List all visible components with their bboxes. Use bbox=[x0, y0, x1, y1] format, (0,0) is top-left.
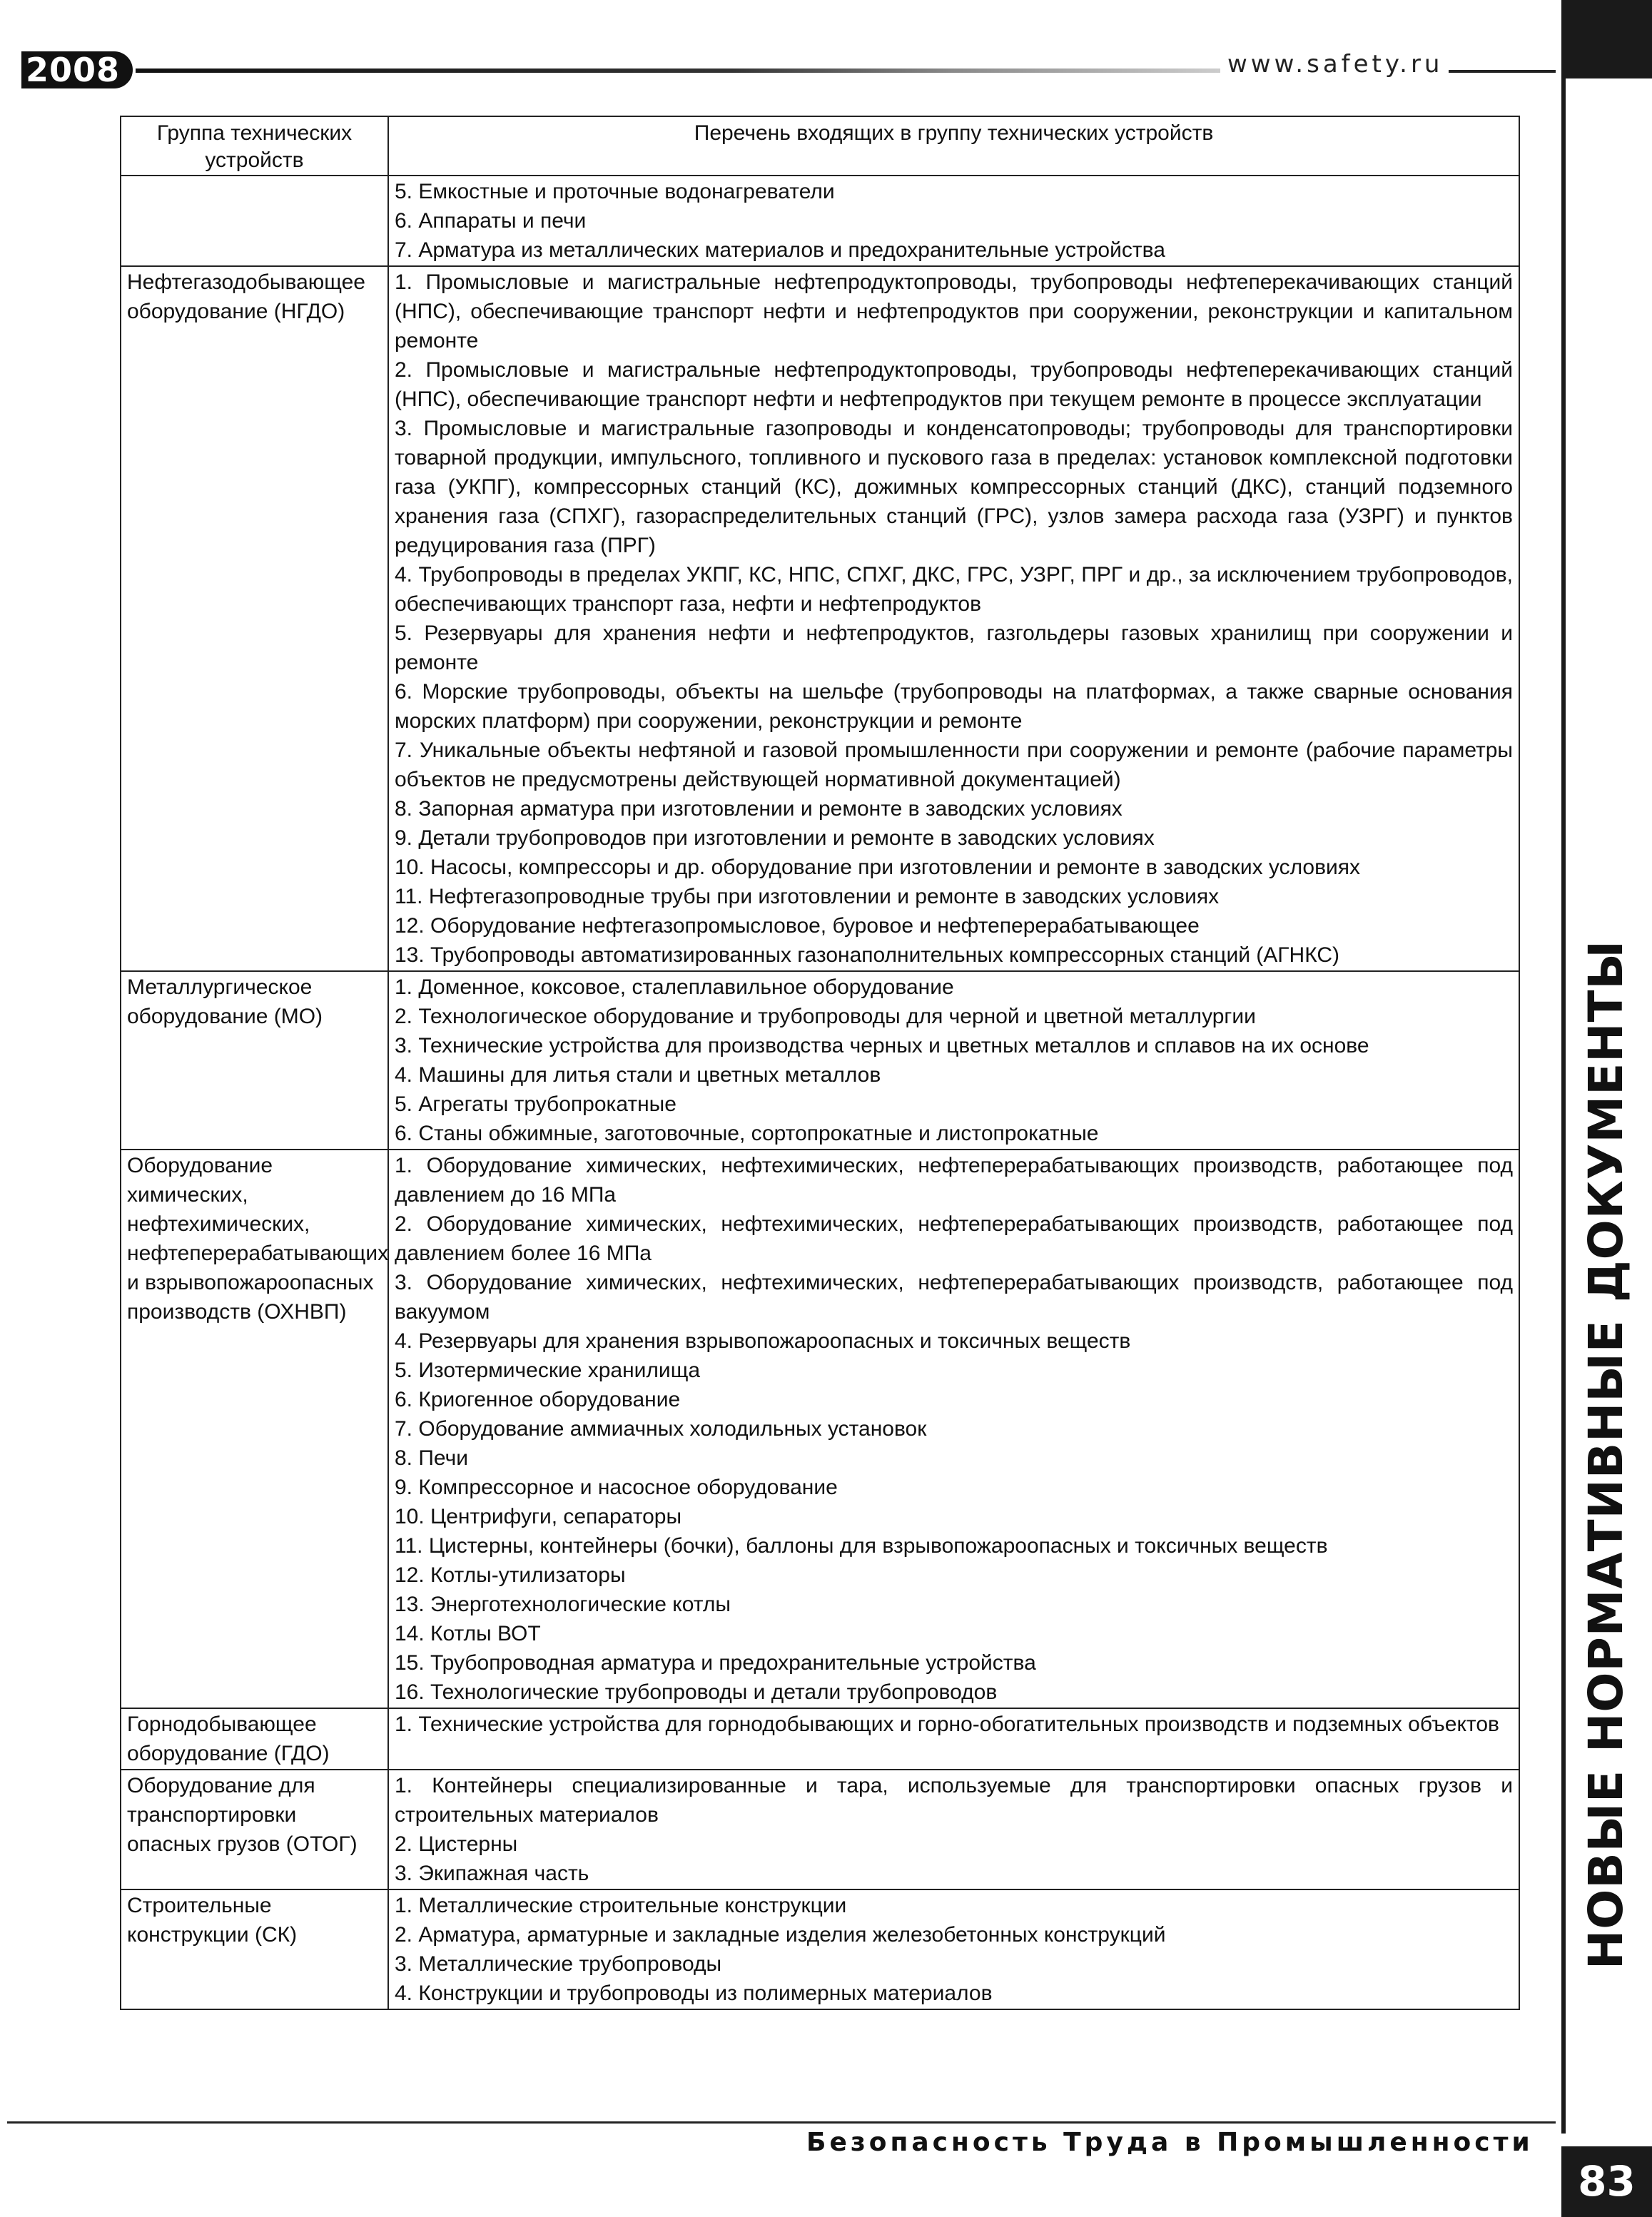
site-url: www.safety.ru bbox=[1227, 50, 1444, 78]
list-item: 7. Уникальные объекты нефтяной и газовой промышленности при сооружении и ремонте (рабочие параметры объектов не предусмотрены действующей нормативной документацией) bbox=[395, 739, 1513, 791]
group-name-cell: Строительные конструкции (СК) bbox=[121, 1889, 388, 2009]
list-item: 5. Изотермические хранилища bbox=[395, 1359, 701, 1382]
list-item: 2. Арматура, арматурные и закладные изделия железобетонных конструкций bbox=[395, 1923, 1166, 1947]
list-item: 5. Емкостные и проточные водонагреватели bbox=[395, 180, 835, 203]
list-item: 16. Технологические трубопроводы и детали трубопроводов bbox=[395, 1680, 998, 1704]
list-item: 15. Трубопроводная арматура и предохранительные устройства bbox=[395, 1651, 1036, 1675]
sidebar-top-block bbox=[1561, 0, 1652, 78]
group-name-cell: Горнодобывающее оборудование (ГДО) bbox=[121, 1708, 388, 1770]
group-name-cell: Нефтегазодобывающее оборудование (НГДО) bbox=[121, 266, 388, 971]
list-item: 1. Технические устройства для горнодобывающих и горно-обогатительных производств и подземных объектов bbox=[395, 1713, 1499, 1736]
list-item: 9. Компрессорное и насосное оборудование bbox=[395, 1476, 838, 1499]
list-item: 7. Оборудование аммиачных холодильных установок bbox=[395, 1417, 927, 1441]
list-item: 6. Морские трубопроводы, объекты на шельфе (трубопроводы на платформах, а также сварные основания морских платформ) при сооружении, реконструкции и ремонте bbox=[395, 680, 1513, 733]
table-row bbox=[121, 1708, 1519, 1770]
list-item: 5. Агрегаты трубопрокатные bbox=[395, 1092, 676, 1116]
table-row bbox=[121, 1889, 1519, 2009]
list-item: 3. Металлические трубопроводы bbox=[395, 1952, 722, 1976]
list-item: 13. Энерготехнологические котлы bbox=[395, 1593, 731, 1616]
group-name-cell: Металлургическое оборудование (МО) bbox=[121, 971, 388, 1150]
list-item: 2. Технологическое оборудование и трубопроводы для черной и цветной металлургии bbox=[395, 1005, 1256, 1028]
list-item: 6. Станы обжимные, заготовочные, сортопрокатные и листопрокатные bbox=[395, 1122, 1099, 1145]
list-item: 14. Котлы ВОТ bbox=[395, 1622, 541, 1645]
list-item: 8. Запорная арматура при изготовлении и ремонте в заводских условиях bbox=[395, 797, 1123, 821]
column-header-list: Перечень входящих в группу технических устройств bbox=[388, 116, 1519, 176]
list-item: 1. Контейнеры специализированные и тара, используемые для транспортировки опасных грузов и строительных материалов bbox=[395, 1774, 1513, 1827]
journal-title: Безопасность Труда в Промышленности bbox=[806, 2128, 1534, 2157]
device-list-cell bbox=[388, 971, 1519, 1150]
list-item: 2. Цистерны bbox=[395, 1832, 518, 1856]
list-item: 3. Оборудование химических, нефтехимических, нефтеперерабатывающих производств, работающее под вакуумом bbox=[395, 1271, 1513, 1324]
group-name-cell: Оборудование для транспортировки опасных грузов (ОТОГ) bbox=[121, 1770, 388, 1889]
column-header-group: Группа технических устройств bbox=[121, 116, 388, 176]
list-item: 6. Криогенное оборудование bbox=[395, 1388, 681, 1411]
list-item: 2. Оборудование химических, нефтехимических, нефтеперерабатывающих производств, работающее под давлением более 16 МПа bbox=[395, 1212, 1513, 1265]
list-item: 12. Оборудование нефтегазопромысловое, буровое и нефтеперерабатывающее bbox=[395, 914, 1200, 938]
group-name-cell bbox=[121, 176, 388, 266]
page-number: 83 bbox=[1561, 2146, 1652, 2217]
device-list-cell bbox=[388, 266, 1519, 971]
table-row bbox=[121, 971, 1519, 1150]
equipment-groups-table bbox=[120, 116, 1520, 2010]
table-row bbox=[121, 176, 1519, 266]
list-item: 13. Трубопроводы автоматизированных газонаполнительных компрессорных станций (АГНКС) bbox=[395, 943, 1339, 967]
header-rule bbox=[136, 69, 1220, 73]
device-list-cell bbox=[388, 1770, 1519, 1889]
list-item: 3. Промысловые и магистральные газопроводы и конденсатопроводы; трубопроводы для транспортировки товарной продукции, импульсного, топливного и пускового газа в пределах: установок комплексной подготовки газа (УКПГ), компрессорных станций (КС), дожимных компрессорных станций (ДКС), станций подземного хранения газа (СПХГ), газораспределительных станций (ГРС), узлов замера расхода газа (УЗРГ) и пунктов редуцирования газа (ПРГ) bbox=[395, 417, 1513, 557]
list-item: 3. Экипажная часть bbox=[395, 1862, 589, 1885]
device-list-cell bbox=[388, 1708, 1519, 1770]
list-item: 10. Центрифуги, сепараторы bbox=[395, 1505, 682, 1528]
table-body bbox=[121, 176, 1519, 2009]
list-item: 7. Арматура из металлических материалов и предохранительные устройства bbox=[395, 238, 1165, 262]
table-row bbox=[121, 1770, 1519, 1889]
year-badge: 2008 bbox=[21, 51, 133, 88]
table-row bbox=[121, 1150, 1519, 1708]
list-item: 10. Насосы, компрессоры и др. оборудование при изготовлении и ремонте в заводских условиях bbox=[395, 856, 1361, 879]
list-item: 3. Технические устройства для производства черных и цветных металлов и сплавов на их основе bbox=[395, 1034, 1369, 1057]
device-list-cell bbox=[388, 1150, 1519, 1708]
device-list-cell bbox=[388, 176, 1519, 266]
footer-rule bbox=[7, 2121, 1556, 2124]
header-rule-right bbox=[1449, 70, 1556, 73]
list-item: 4. Резервуары для хранения взрывопожароопасных и токсичных веществ bbox=[395, 1329, 1131, 1353]
list-item: 12. Котлы-утилизаторы bbox=[395, 1563, 626, 1587]
list-item: 1. Промысловые и магистральные нефтепродуктопроводы, трубопроводы нефтеперекачивающих станций (НПС), обеспечивающие транспорт нефти и нефтепродуктов при сооружении, реконструкции и капитальном ремонте bbox=[395, 270, 1513, 352]
table-header-row bbox=[121, 116, 1519, 176]
list-item: 4. Конструкции и трубопроводы из полимерных материалов bbox=[395, 1982, 993, 2005]
device-list-cell bbox=[388, 1889, 1519, 2009]
list-item: 11. Цистерны, контейнеры (бочки), баллоны для взрывопожароопасных и токсичных веществ bbox=[395, 1534, 1328, 1558]
list-item: 8. Печи bbox=[395, 1446, 468, 1470]
list-item: 5. Резервуары для хранения нефти и нефтепродуктов, газгольдеры газовых хранилищ при сооружении и ремонте bbox=[395, 622, 1513, 674]
list-item: 11. Нефтегазопроводные трубы при изготовлении и ремонте в заводских условиях bbox=[395, 885, 1220, 908]
table-row bbox=[121, 266, 1519, 971]
list-item: 9. Детали трубопроводов при изготовлении и ремонте в заводских условиях bbox=[395, 826, 1155, 850]
list-item: 1. Оборудование химических, нефтехимических, нефтеперерабатывающих производств, работающее под давлением до 16 МПа bbox=[395, 1154, 1513, 1207]
sidebar-section-title: НОВЫЕ НОРМАТИВНЫЕ ДОКУМЕНТЫ bbox=[1578, 940, 1633, 1969]
list-item: 1. Доменное, коксовое, сталеплавильное оборудование bbox=[395, 975, 954, 999]
list-item: 6. Аппараты и печи bbox=[395, 209, 587, 233]
list-item: 4. Трубопроводы в пределах УКПГ, КС, НПС, СПХГ, ДКС, ГРС, УЗРГ, ПРГ и др., за исключением трубопроводов, обеспечивающих транспорт газа, нефти и нефтепродуктов bbox=[395, 563, 1513, 616]
list-item: 2. Промысловые и магистральные нефтепродуктопроводы, трубопроводы нефтеперекачивающих станций (НПС), обеспечивающие транспорт нефти и нефтепродуктов при текущем ремонте в процессе эксплуатации bbox=[395, 358, 1513, 411]
list-item: 1. Металлические строительные конструкции bbox=[395, 1894, 847, 1917]
group-name-cell: Оборудование химических, нефтехимических, нефтеперерабатывающих и взрывопожароопасных производств (ОХНВП) bbox=[121, 1150, 388, 1708]
sidebar-rule bbox=[1561, 78, 1566, 2134]
list-item: 4. Машины для литья стали и цветных металлов bbox=[395, 1063, 881, 1087]
